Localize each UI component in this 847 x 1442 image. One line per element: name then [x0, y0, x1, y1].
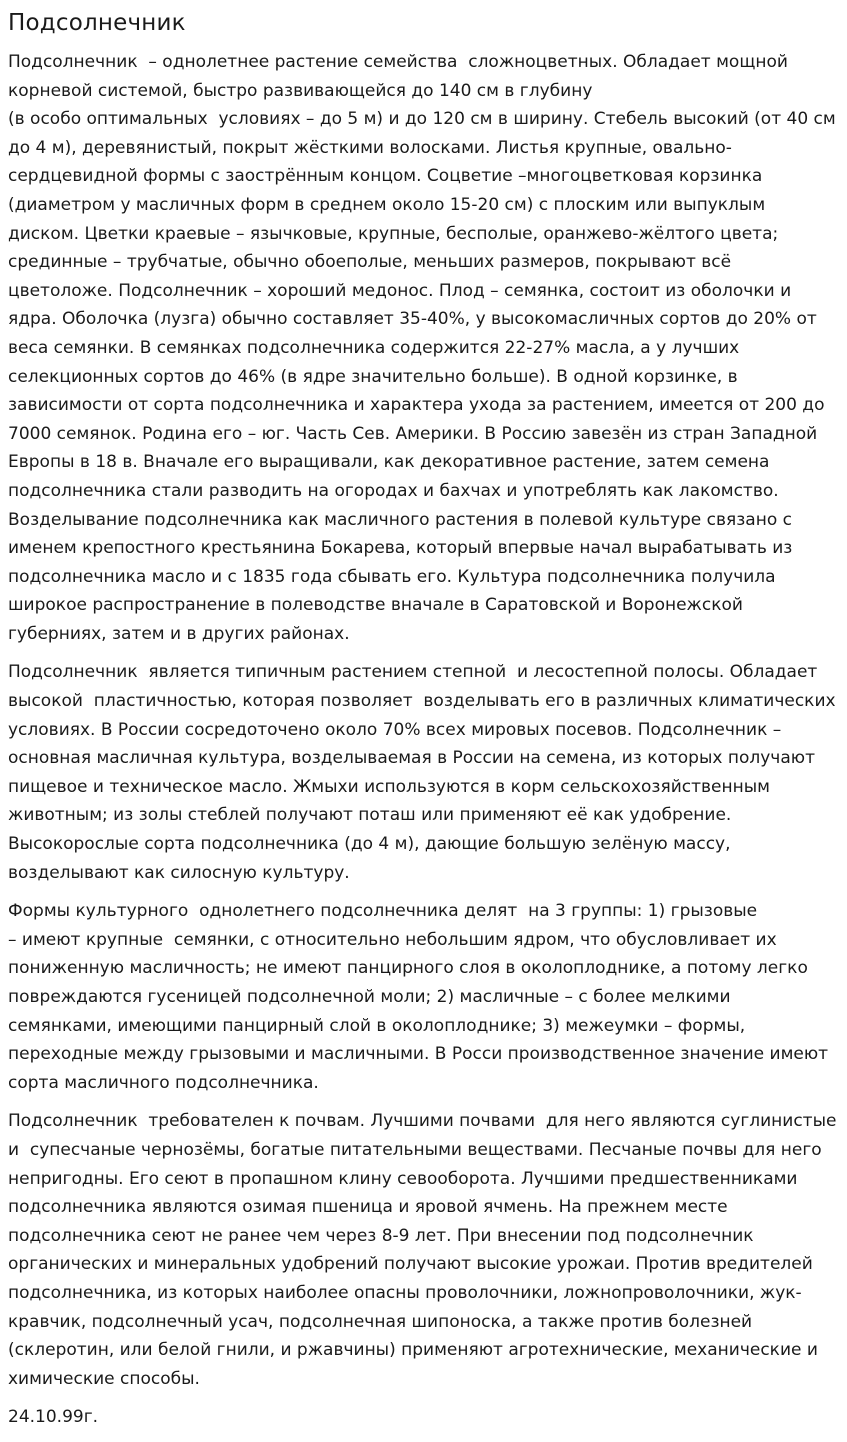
- paragraph-cultivation: Подсолнечник требователен к почвам. Лучшими почвами для него являются суглинистые и супесчаные чернозёмы, богатые питательными веществами. Песчаные почвы для него непригодны. Его сеют в пропашном клину севооборота. Лучшими предшественниками подсолнечника являются озимая пшеница и яровой ячмень. На прежнем месте подсолнечника сеют не ранее чем через 8-9 лет. При внесении под подсолнечник органических и минеральных удобрений получают высокие урожаи. Против вредителей подсолнечника, из которых наиболее опасны проволочники, ложнопроволочники, жук-кравчик, подсолнечный усач, подсолнечная шипоноска, а также против болезней (склеротин, или белой гнили, и ржавчины) применяют агротехнические, механические и химические способы.: [8, 1111, 842, 1389]
- paragraph-description: Подсолнечник – однолетнее растение семейства сложноцветных. Обладает мощной корневой системой, быстро развивающейся до 140 см в глубину (в особо оптимальных условиях – до 5 м) и до 120 см в ширину. Стебель высокий (от 40 см до 4 м), деревянистый, покрыт жёсткими волосками. Листья крупные, овально-сердцевидной формы с заострённым концом. Соцветие –многоцветковая корзинка (диаметром у масличных форм в среднем около 15-20 см) с плоским или выпуклым диском. Цветки краевые – язычковые, крупные, бесполые, оранжево-жёлтого цвета; срединные – трубчатые, обычно обоеполые, меньших размеров, покрывают всё цветоложе. Подсолнечник – хороший медонос. Плод – семянка, состоит из оболочки и ядра. Оболочка (лузга) обычно составляет 35-40%, у высокомасличных сортов до 20% от веса семянки. В семянках подсолнечника содержится 22-27% масла, а у лучших селекционных сортов до 46% (в ядре значительно больше). В одной корзинке, в зависимости от сорта подсолнечника и характера ухода за растением, имеется от 200 до 7000 семянок. Родина его – юг. Часть Сев. Америки. В Россию завезён из стран Западной Европы в 18 в. Вначале его выращивали, как декоративное растение, затем семена подсолнечника стали разводить на огородах и бахчах и употреблять как лакомство. Возделывание подсолнечника как масличного растения в полевой культуре связано с именем крепостного крестьянина Бокарева, который впервые начал вырабатывать из подсолнечника масло и с 1835 года сбывать его. Культура подсолнечника получила широкое распространение в полеводстве вначале в Саратовской и Воронежской губерниях, затем и в других районах.: [8, 52, 836, 644]
- page-title: Подсолнечник: [8, 10, 186, 36]
- paragraph-forms: Формы культурного однолетнего подсолнечника делят на 3 группы: 1) грызовые – имеют крупные семянки, с относительно небольшим ядром, что обусловливает их пониженную масличность; не имеют панцирного слоя в околоплоднике, а потому легко повреждаются гусеницей подсолнечной моли; 2) масличные – с более мелкими семянками, имеющими панцирный слой в околоплоднике; 3) межеумки – формы, переходные между грызовыми и масличными. В Росси производственное значение имеют сорта масличного подсолнечника.: [8, 901, 829, 1093]
- document-date: 24.10.99г.: [8, 1407, 99, 1428]
- paragraph-distribution: Подсолнечник является типичным растением степной и лесостепной полосы. Обладает высокой пластичностью, которая позволяет возделывать его в различных климатических условиях. В России сосредоточено около 70% всех мировых посевов. Подсолнечник – основная масличная культура, возделываемая в России на семена, из которых получают пищевое и техническое масло. Жмыхи используются в корм сельскохозяйственным животным; из золы стеблей получают поташ или применяют её как удобрение. Высокорослые сорта подсолнечника (до 4 м), дающие большую зелёную массу, возделывают как силосную культуру.: [8, 662, 841, 883]
